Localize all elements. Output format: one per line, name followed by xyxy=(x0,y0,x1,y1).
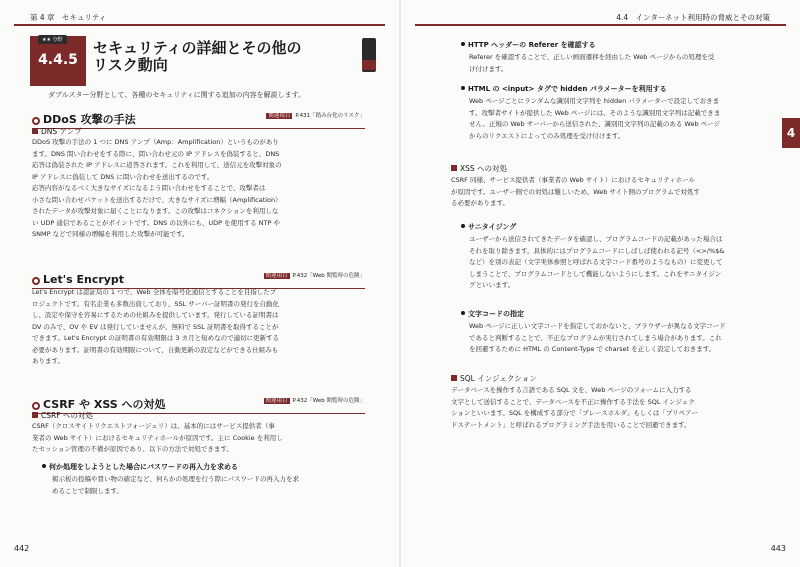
bullet-referer: HTTP ヘッダーの Referer を確認する xyxy=(461,40,596,50)
heading-bullet-icon xyxy=(32,277,40,285)
heading-bullet-icon xyxy=(32,117,40,125)
bullet-dot-icon xyxy=(461,42,465,46)
chapter-header: 第 4 章 セキュリティ xyxy=(30,13,107,22)
sanitizing-text: ユーザーから送信されてきたデータを確認し、プログラムコードの記載があった場合は それを取り除きます。具体的にはプログラムコードにしばしば使われる記号（<>/%$& など）を別の表記（文字実体参照と呼ばれる文字コード番号のようなもの）に変更して しまうことで、プログラムコードとして機能しないようにします。これをサニタイジン グといいます。 xyxy=(469,235,725,289)
square-bullet-icon xyxy=(32,412,38,418)
xss-paragraph: CSRF 同様、サービス提供者（事業者の Web サイト）におけるセキュリティホール が原因です。ユーザー側での対処は難しいため、Web サイト側のプログラムで対処す る必要があります。 xyxy=(451,176,700,207)
heading-letsencrypt xyxy=(32,268,365,289)
left-page xyxy=(0,0,399,567)
star-tag: ★★ 分野 xyxy=(38,35,67,44)
bullet-dot-icon xyxy=(461,311,465,315)
page-number-left: 442 xyxy=(14,544,30,553)
related-ref-letsencrypt: 関連項目 P.432「Web 閲覧時の危険」 xyxy=(265,273,365,279)
square-bullet-icon xyxy=(451,375,457,381)
related-ref-csrf: 関連項目 P.432「Web 閲覧時の危険」 xyxy=(265,398,365,404)
bullet-hidden-param: HTML の <input> タグで hidden パラメーターを利用する xyxy=(461,84,667,94)
header-rule xyxy=(14,24,385,26)
section-intro: ダブルスター分野として、各種のセキュリティに関する追加の内容を解説します。 xyxy=(48,91,306,99)
heading-ddos-text: DDoS 攻撃の手法 xyxy=(43,113,136,126)
chapter-tab: 4 xyxy=(782,118,800,148)
bullet-sanitizing: サニタイジング xyxy=(461,222,516,232)
heading-csrf-xss-text: CSRF や XSS への対処 xyxy=(43,398,166,411)
section-title-line2: リスク動向 xyxy=(93,56,168,74)
section-title-line1: セキュリティの詳細とその他の xyxy=(93,39,302,57)
csrf-paragraph: CSRF（クロスサイトリクエストフォージェリ）は、基本的にはサービス提供者（事 業者の Web サイト）におけるセキュリティホールが原因です。主に Cookie を利用し たセッション管理の不備が原因であり、以下の方法で対処できます。 xyxy=(32,422,283,453)
charset-text: Web ページに正しい文字コードを指定しておかないと、ブラウザーが異なる文字コード であると判断することで、不正なプログラムが実行されてしまう場合があります。これ を回避するために HTML の Content-Type で charset を正しく設定しておきます。 xyxy=(469,322,726,353)
hidden-param-text: Web ページごとにランダムな識別用文字列を hidden パラメーターで設定しておきま す。攻撃者サイトが提供した Web ページには、そのような識別用文字列は記載できま せん。正規の Web サーバーから送信された、識別用文字列の記載のある Web ページ からのリクエストによってのみ処理を受け付けます。 xyxy=(469,97,721,140)
subheading-sql-injection: SQL インジェクション xyxy=(451,373,537,384)
referer-text: Referer を確認することで、正しい画面遷移を経由した Web ページからの処理を受 け付けます。 xyxy=(469,53,715,73)
page-number-right: 443 xyxy=(770,544,786,553)
bullet-dot-icon xyxy=(42,464,46,468)
sql-paragraph: データベースを操作する言語である SQL 文を、Web ページのフォームに入力する 文字として送信することで、データベースを不正に操作する手法を SQL インジェク ションといいます。SQL を構成する部分で「プレースホルダ」もしくは「プリペアー ドステートメント」と呼ばれるプログラミング手法を用いることで回避できます。 xyxy=(451,386,698,429)
section-header: 4.4 インターネット利用時の脅威とその対策 xyxy=(616,13,770,22)
right-page xyxy=(401,0,800,567)
subheading-dns-amp: DNS アンプ xyxy=(32,126,82,137)
bullet-charset: 文字コードの指定 xyxy=(461,309,524,319)
square-bullet-icon xyxy=(451,165,457,171)
heading-bullet-icon xyxy=(32,402,40,410)
bullet-password-reentry: 何か処理をしようとした場合にパスワードの再入力を求める xyxy=(42,462,238,472)
bullet-dot-icon xyxy=(461,224,465,228)
square-bullet-icon xyxy=(32,128,38,134)
section-number-box xyxy=(30,36,86,86)
header-rule xyxy=(415,24,786,26)
subheading-csrf: CSRF への対処 xyxy=(32,410,93,421)
bullet-dot-icon xyxy=(461,86,465,90)
letsencrypt-paragraph: Let's Encrypt は認証局の 1 つで、Web 全体を暗号化通信とすることを目指したプ ロジェクトです。有名企業も多数出資しており、SSL サーバー証明書の発行を自動化 し、設定や保守を容易にするための仕組みを提供しています。発行している証明書は DV のみで、OV や EV は発行していませんが、無料で SSL 証明書を取得することが できます。Let's Encrypt の証明書の有効期限は 3 カ月と短めなので適切に更新する 必要があります。証明書の有効期限について、自動更新の設定などができる仕組みも あります。 xyxy=(32,288,280,365)
ddos-paragraph: DDoS 攻撃の手法の 1 つに DNS アンプ（Amp：Amplification）というものがあり ます。DNS 問い合わせをする際に、問い合わせ元の IP アドレスを偽装すると、DNS 応答は偽装された IP アドレスに返答されます。これを利用して、送信元を攻撃対象の IP アドレスに偽装して DNS に問い合わせを送出するのです。 応答内容がなるべく大きなサイズになるよう問い合わせをすることで、攻撃者は 小さな問い合わせパケットを送出するだけで、大きなサイズに増幅（Amplification） されたデータが攻撃対象に届くことになります。この攻撃はコネクションを利用しな い UDP 通信であることがポイントです。DNS の以外にも、UDP を使用する NTP や SNMP などで同様の増幅を利用した攻撃が可能です。 xyxy=(32,138,282,238)
related-ref-ddos: 関連項目 P.431「踏み台化のリスク」 xyxy=(268,113,365,119)
section-number: 4.4.5 xyxy=(38,52,78,68)
section-title xyxy=(93,40,302,74)
heading-letsencrypt-text: Let's Encrypt xyxy=(43,273,125,286)
subheading-xss: XSS への対処 xyxy=(451,163,507,174)
password-reentry-text: 掲示板の投稿や買い物の確定など、何らかの処理を行う際にパスワードの再入力を求 めることで制限します。 xyxy=(52,475,299,495)
difficulty-badge-mark xyxy=(362,60,376,70)
heading-ddos xyxy=(32,108,365,129)
